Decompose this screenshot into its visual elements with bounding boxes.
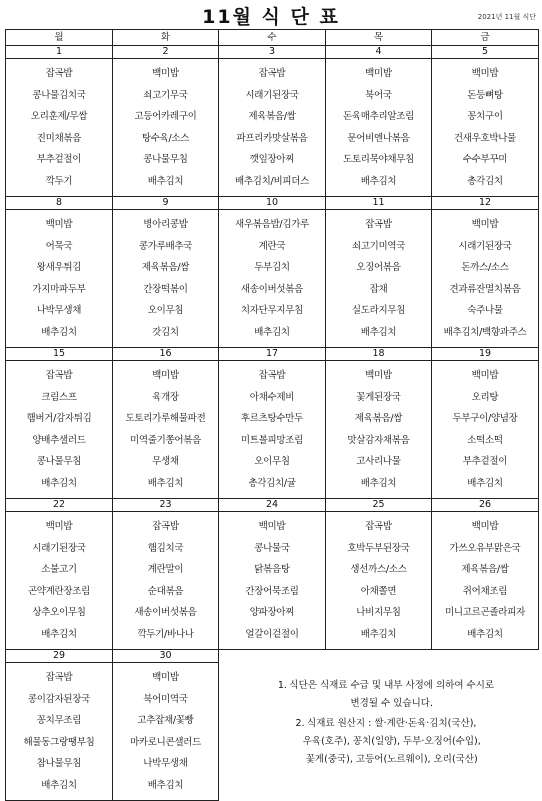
note-2-line-2: 우육(호주), 꽁치(일양), 두부·오징어(수입), (302, 735, 481, 747)
date-number: 8 (6, 197, 113, 210)
menu-item: 고사리나물 (356, 456, 401, 467)
date-row (6, 650, 539, 663)
menu-item: 육개장 (152, 391, 179, 403)
day-menu-cell (219, 361, 326, 499)
menu-item: 부추겉절이 (36, 154, 82, 165)
menu-item: 간장떡볶이 (143, 283, 188, 295)
menu-item: 얼갈이겉절이 (245, 628, 299, 640)
menu-item: 새우볶음밥/김가루 (235, 219, 309, 230)
date-number: 3 (219, 46, 326, 59)
menu-item: 고등어카레구이 (134, 111, 197, 122)
menu-item: 백미밥 (365, 68, 392, 79)
menu-item: 백미밥 (471, 219, 499, 230)
menu-item: 오이무침 (147, 305, 184, 316)
menu-row (6, 361, 539, 499)
menu-item: 소불고기 (41, 564, 77, 575)
day-menu-cell (113, 663, 219, 801)
date-number: 17 (219, 348, 326, 361)
menu-table (5, 29, 539, 801)
menu-item: 쥐어채조림 (462, 585, 508, 597)
menu-item: 백미밥 (471, 521, 499, 532)
menu-item: 오징어볶음 (356, 262, 401, 273)
menu-item: 새송이버섯볶음 (240, 283, 304, 295)
menu-item: 백미밥 (258, 521, 286, 532)
date-number: 9 (113, 197, 219, 210)
date-row (6, 46, 539, 59)
menu-item: 시래기된장국 (245, 89, 299, 101)
menu-item: 나비지무침 (356, 607, 401, 618)
menu-item: 제육볶음/쌈 (461, 564, 509, 575)
menu-item: 햄김치국 (147, 542, 184, 554)
weekday-mon: 월 (6, 30, 113, 46)
menu-row (6, 210, 539, 348)
date-number: 18 (326, 348, 432, 361)
menu-item: 순대볶음 (147, 585, 184, 597)
menu-item: 맛살감자채볶음 (347, 434, 410, 446)
menu-item: 잡곡밥 (152, 521, 179, 532)
menu-item: 제육볶음/쌈 (248, 111, 296, 122)
menu-item: 배추김치 (360, 326, 397, 338)
menu-item: 백미밥 (45, 521, 73, 532)
date-number: 10 (219, 197, 326, 210)
weekday-wed: 수 (219, 30, 326, 46)
menu-item: 제육볶음/쌈 (141, 262, 190, 273)
menu-item: 콩가루배추국 (138, 240, 193, 252)
day-menu-cell (113, 210, 219, 348)
menu-item: 오리탕 (471, 391, 499, 403)
menu-item: 잡곡밥 (45, 68, 73, 79)
menu-item: 닭볶음탕 (254, 564, 290, 575)
menu-item: 양파장아찌 (249, 607, 295, 618)
menu-item: 수수부꾸미 (462, 154, 508, 165)
note-2-line-1: 식재료 원산지 : 쌀·계란·돈육·김치(국산), (307, 717, 477, 729)
menu-item: 참나물무침 (36, 758, 82, 769)
menu-item: 미역줄기쫑어볶음 (129, 434, 202, 446)
menu-item: 크림스프 (41, 391, 77, 403)
weekday-header-row (6, 30, 539, 46)
date-number: 24 (219, 499, 326, 512)
menu-item: 실도라지무침 (351, 305, 406, 316)
date-number: 11 (326, 197, 432, 210)
date-number: 12 (432, 197, 539, 210)
menu-item: 배추김치 (41, 326, 77, 338)
menu-item: 백미밥 (152, 68, 179, 79)
menu-item: 백미밥 (45, 219, 73, 230)
menu-item: 제육볶음/쌈 (354, 413, 403, 424)
menu-item: 고추잡채/꽃빵 (137, 715, 194, 726)
menu-item: 쇠고기무국 (143, 89, 188, 101)
note-2-number: 2. (295, 717, 305, 729)
menu-item: 진미채볶음 (36, 132, 82, 144)
menu-item: 병아리콩밥 (143, 219, 188, 230)
menu-item: 건새우호박나물 (453, 132, 517, 144)
menu-item: 어묵국 (45, 240, 73, 252)
menu-item: 배추김치 (147, 477, 184, 489)
day-menu-cell (6, 512, 113, 650)
day-menu-cell (6, 361, 113, 499)
menu-item: 소떡소떡 (467, 434, 503, 446)
date-number: 16 (113, 348, 219, 361)
date-row (6, 348, 539, 361)
date-number: 4 (326, 46, 432, 59)
menu-item: 백미밥 (471, 68, 499, 79)
day-menu-cell (113, 59, 219, 197)
menu-item: 숙주나물 (467, 305, 503, 316)
menu-item: 콩이감자된장국 (27, 693, 91, 705)
menu-item: 총각김치/귤 (248, 477, 296, 489)
menu-item: 파프리카맛살볶음 (236, 132, 308, 144)
menu-item: 배추김치 (467, 477, 503, 489)
menu-item: 양배추샐러드 (32, 434, 86, 446)
menu-item: 오이무침 (254, 456, 290, 467)
menu-item: 백미밥 (152, 672, 179, 683)
menu-item: 갓김치 (152, 326, 179, 338)
date-number: 1 (6, 46, 113, 59)
menu-item: 콩나물무침 (36, 456, 82, 467)
menu-item: 간장어묵조림 (245, 585, 299, 597)
menu-row (6, 512, 539, 650)
day-menu-cell (326, 210, 432, 348)
menu-item: 시래기된장국 (32, 542, 86, 554)
menu-item: 아채쫄면 (360, 585, 397, 597)
menu-item: 콩나물무침 (143, 154, 188, 165)
menu-item: 잡채 (369, 283, 388, 295)
day-menu-cell (326, 59, 432, 197)
menu-item: 아채수제비 (249, 391, 295, 403)
day-menu-cell (113, 361, 219, 499)
menu-item: 잡곡밥 (45, 672, 73, 683)
date-number: 22 (6, 499, 113, 512)
day-menu-cell (326, 512, 432, 650)
date-row-blank (219, 650, 539, 663)
note-1-line-1: 식단은 식재료 수급 및 내부 사정에 의하여 수시로 (289, 679, 495, 691)
day-menu-cell (219, 59, 326, 197)
menu-item: 도토리묵야채무침 (342, 154, 415, 165)
menu-item: 미니고르곤졸라피자 (445, 607, 525, 618)
note-2-line-3: 꽃게(중국), 고등어(노르웨이), 오리(국산) (305, 753, 478, 765)
menu-item: 배추김치 (41, 628, 77, 640)
menu-item: 백미밥 (152, 370, 179, 381)
menu-item: 부추겉절이 (462, 456, 508, 467)
notes-section (219, 663, 539, 801)
menu-item: 두부구이/양념장 (452, 413, 518, 424)
menu-item: 가지마파두부 (32, 283, 86, 295)
menu-item: 잡곡밥 (365, 219, 392, 230)
menu-item: 시래기된장국 (458, 240, 512, 252)
menu-item: 배추김치 (254, 326, 290, 338)
menu-item: 깍두기 (45, 175, 73, 187)
menu-item: 배추김치 (41, 779, 77, 791)
menu-item: 돈까스/소스 (461, 262, 509, 273)
menu-item: 잡곡밥 (365, 521, 392, 532)
menu-item: 잡곡밥 (258, 68, 286, 79)
menu-item: 두부김치 (254, 262, 290, 273)
menu-item: 잡곡밥 (258, 370, 286, 381)
menu-item: 콩나물국 (254, 542, 290, 554)
day-menu-cell (6, 663, 113, 801)
menu-item: 나박무생채 (36, 305, 82, 316)
day-menu-cell (219, 210, 326, 348)
menu-item: 호박두부된장국 (347, 542, 410, 554)
menu-item: 돈등뼈탕 (467, 89, 503, 101)
day-menu-cell (6, 210, 113, 348)
menu-item: 왕새우튀김 (36, 262, 82, 273)
date-number: 5 (432, 46, 539, 59)
date-number: 2 (113, 46, 219, 59)
note-2 (237, 715, 533, 769)
menu-item: 백미밥 (365, 370, 392, 381)
menu-item: 배추김치 (360, 628, 397, 640)
menu-item: 쇠고기미역국 (351, 240, 406, 252)
menu-item: 생선까스/소스 (350, 564, 407, 575)
menu-item: 탕수육/소스 (141, 132, 190, 144)
menu-item: 해물동그랑땡부침 (23, 736, 95, 748)
menu-item: 미트볼피망조림 (240, 434, 304, 446)
menu-item: 계란말이 (147, 564, 184, 575)
menu-item: 북어국 (365, 89, 392, 101)
menu-item: 배추김치 (147, 779, 184, 791)
menu-item: 배추김치 (467, 628, 503, 640)
date-number: 19 (432, 348, 539, 361)
menu-item: 돈육매추리알조림 (342, 111, 415, 122)
day-menu-cell (6, 59, 113, 197)
menu-item: 잡곡밥 (45, 370, 73, 381)
day-menu-cell (432, 512, 539, 650)
menu-item: 햄버거/감자튀김 (26, 413, 92, 424)
date-number: 15 (6, 348, 113, 361)
note-1-number: 1. (277, 679, 287, 691)
date-number: 26 (432, 499, 539, 512)
menu-item: 무생채 (152, 456, 179, 467)
date-number: 23 (113, 499, 219, 512)
page-title: 11월 식 단 표 (202, 6, 340, 28)
menu-item: 깻잎장아찌 (249, 154, 295, 165)
menu-item: 꽁치무조림 (36, 715, 82, 726)
menu-item: 백미밥 (471, 370, 499, 381)
menu-item: 배추김치 (360, 175, 397, 187)
weekday-tue: 화 (113, 30, 219, 46)
menu-item: 가쓰오유부맑은국 (449, 542, 521, 554)
day-menu-cell (432, 361, 539, 499)
menu-item: 북어미역국 (143, 693, 188, 705)
menu-item: 새송이버섯볶음 (134, 607, 197, 618)
menu-item: 깍두기/바나나 (137, 628, 194, 640)
note-1 (237, 677, 533, 713)
menu-date-label: 2021년 11월 식단 (477, 13, 536, 21)
menu-item: 총각김치 (467, 175, 503, 187)
date-number: 29 (6, 650, 113, 663)
menu-row (6, 59, 539, 197)
day-menu-cell (432, 210, 539, 348)
menu-item: 배추김치 (41, 477, 77, 489)
menu-item: 도토리가루해물파전 (125, 413, 206, 424)
menu-row (6, 663, 539, 801)
menu-item: 후르츠탕수만두 (240, 413, 304, 424)
menu-item: 계란국 (258, 240, 286, 252)
menu-item: 나박무생채 (143, 758, 188, 769)
day-menu-cell (219, 512, 326, 650)
menu-item: 배추김치/백향과주스 (443, 326, 527, 338)
day-menu-cell (432, 59, 539, 197)
menu-item: 꽁치구이 (467, 111, 503, 122)
date-number: 30 (113, 650, 219, 663)
note-1-line-2: 변경될 수 있습니다. (350, 697, 433, 709)
menu-item: 배추김치 (360, 477, 397, 489)
menu-item: 문어비엔나볶음 (347, 132, 410, 144)
menu-item: 꽃게된장국 (356, 391, 401, 403)
date-number: 25 (326, 499, 432, 512)
date-row (6, 499, 539, 512)
menu-item: 배추김치/비피더스 (235, 175, 309, 187)
menu-item: 오리훈제/무쌈 (30, 111, 88, 122)
menu-item: 콩나물김치국 (32, 89, 86, 101)
menu-item: 치자단무지무침 (240, 305, 304, 316)
weekday-fri: 금 (432, 30, 539, 46)
menu-item: 마카로니콘샐러드 (129, 736, 202, 748)
weekday-thu: 목 (326, 30, 432, 46)
day-menu-cell (113, 512, 219, 650)
date-row (6, 197, 539, 210)
menu-item: 견과류잔멸치볶음 (449, 283, 521, 295)
menu-item: 곤약계란장조림 (27, 585, 91, 597)
day-menu-cell (326, 361, 432, 499)
menu-item: 배추김치 (147, 175, 184, 187)
menu-item: 상추오이무침 (32, 607, 86, 618)
